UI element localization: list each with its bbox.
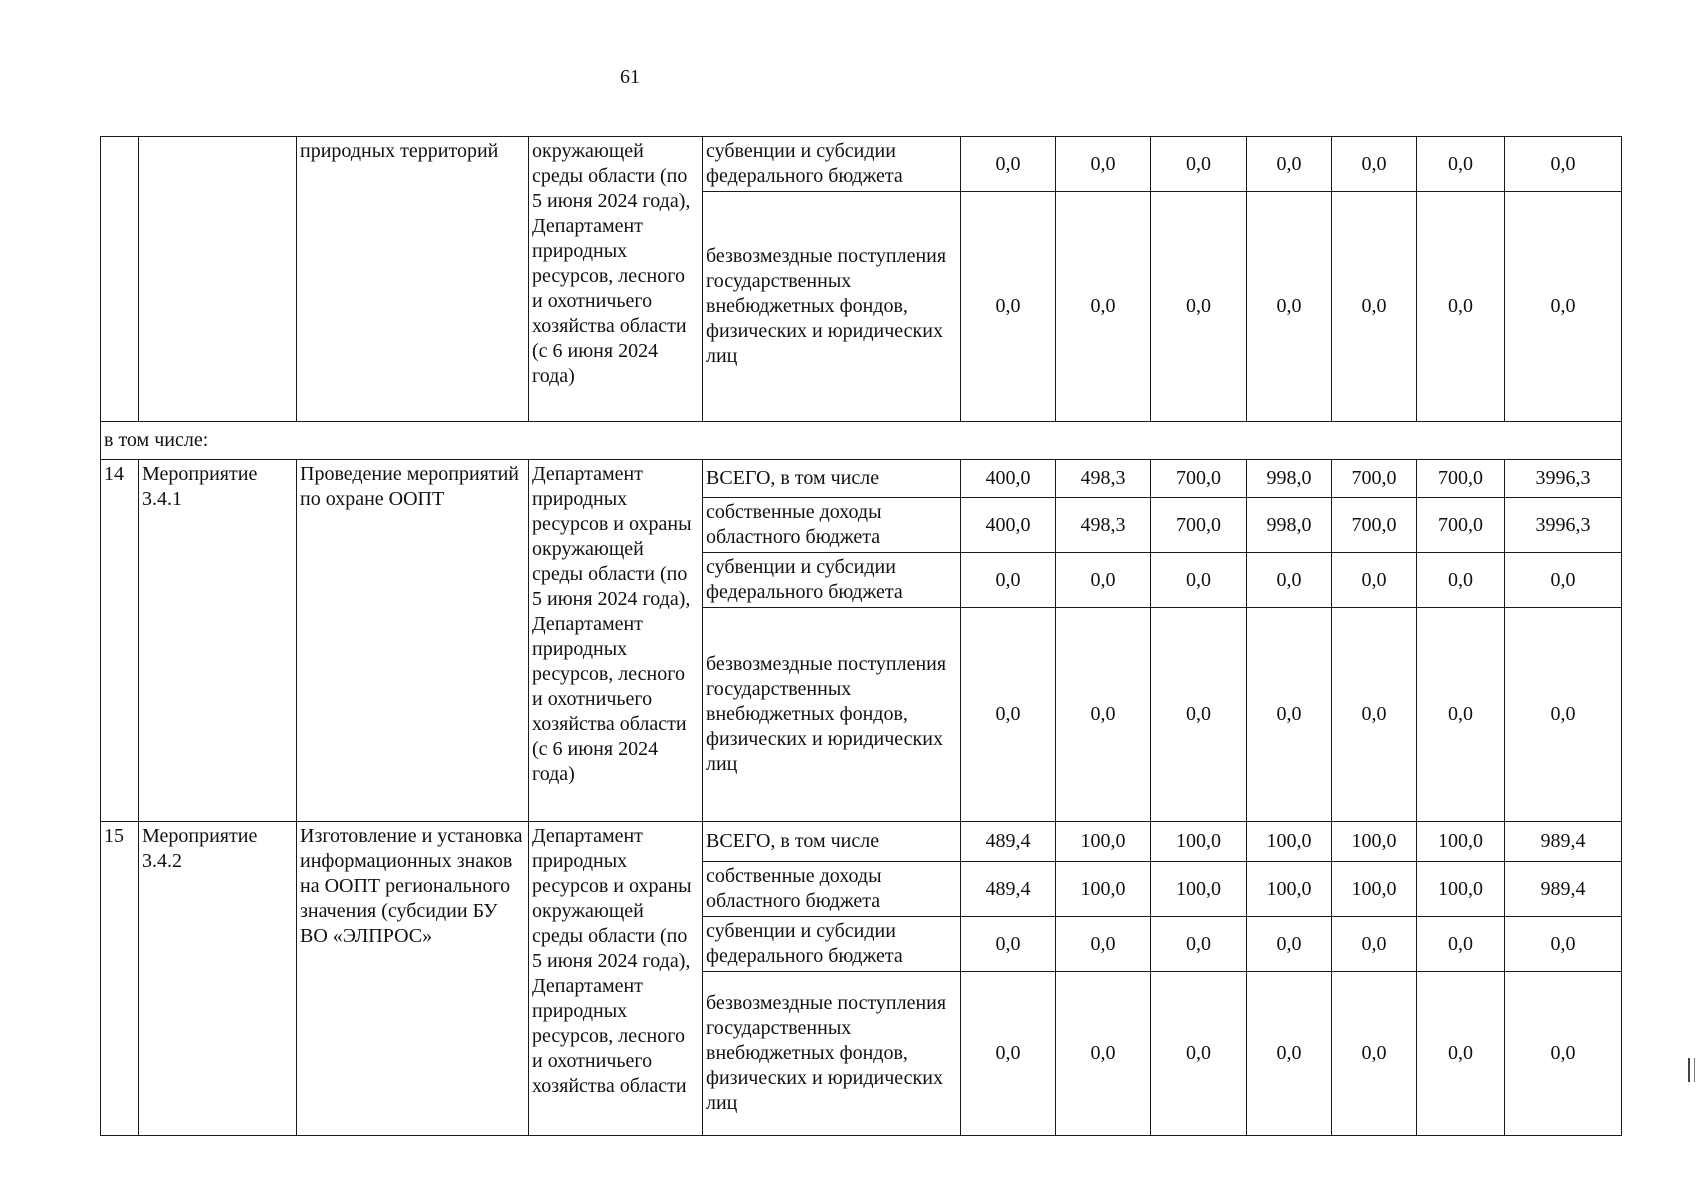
value-cell: 0,0	[1247, 608, 1332, 822]
value-cell: 498,3	[1056, 498, 1151, 553]
value-cell: 400,0	[961, 498, 1056, 553]
value-cell: 0,0	[1056, 553, 1151, 608]
value-cell: 0,0	[1505, 192, 1622, 422]
value-cell: 0,0	[1056, 137, 1151, 192]
value-cell: 0,0	[1417, 192, 1505, 422]
name-cell: природных территорий	[297, 137, 529, 422]
value-cell: 0,0	[1247, 137, 1332, 192]
value-cell: 100,0	[1056, 862, 1151, 917]
value-cell: 0,0	[1247, 192, 1332, 422]
value-cell: 0,0	[1332, 608, 1417, 822]
table-row	[101, 460, 1622, 498]
value-cell: 0,0	[1151, 192, 1247, 422]
value-cell: 700,0	[1151, 498, 1247, 553]
section-label: в том числе:	[101, 422, 1622, 460]
value-cell: 998,0	[1247, 498, 1332, 553]
source-cell: безвозмездные поступления государственных внебюджетных фондов, физических и юридических лиц	[703, 972, 961, 1136]
value-cell: 0,0	[961, 553, 1056, 608]
number-cell: 14	[101, 460, 139, 822]
source-cell: безвозмездные поступления государственных внебюджетных фондов, физических и юридических лиц	[703, 192, 961, 422]
value-cell: 400,0	[961, 460, 1056, 498]
value-cell: 0,0	[961, 917, 1056, 972]
value-cell: 0,0	[1417, 137, 1505, 192]
name-cell: Изготовление и установка информационных знаков на ООПТ регионального значения (субсидии БУ ВО «ЭЛПРОС»	[297, 822, 529, 1136]
value-cell: 0,0	[1505, 917, 1622, 972]
value-cell: 0,0	[1151, 553, 1247, 608]
value-cell: 0,0	[1417, 917, 1505, 972]
value-cell: 100,0	[1151, 862, 1247, 917]
value-cell: 700,0	[1417, 460, 1505, 498]
value-cell: 100,0	[1332, 862, 1417, 917]
type-cell: Мероприятие 3.4.2	[139, 822, 297, 1136]
value-cell: 700,0	[1417, 498, 1505, 553]
responsible-cell: окружающей среды области (по 5 июня 2024 года), Департамент природных ресурсов, лесного и охотничьего хозяйства области (с 6 июня 2024 года)	[529, 137, 703, 422]
value-cell: 0,0	[1247, 972, 1332, 1136]
value-cell: 0,0	[961, 972, 1056, 1136]
value-cell: 3996,3	[1505, 460, 1622, 498]
section-row	[101, 422, 1622, 460]
value-cell: 489,4	[961, 862, 1056, 917]
value-cell: 100,0	[1151, 822, 1247, 862]
value-cell: 0,0	[1505, 972, 1622, 1136]
value-cell: 100,0	[1417, 862, 1505, 917]
value-cell: 498,3	[1056, 460, 1151, 498]
value-cell: 0,0	[1505, 608, 1622, 822]
value-cell: 0,0	[1332, 137, 1417, 192]
number-cell: 15	[101, 822, 139, 1136]
value-cell: 700,0	[1332, 460, 1417, 498]
value-cell: 0,0	[1417, 553, 1505, 608]
scan-margin-mark	[1688, 1058, 1695, 1082]
responsible-cell: Департамент природных ресурсов и охраны окружающей среды области (по 5 июня 2024 года), Департамент природных ресурсов, лесного и охотничьего хозяйства области	[529, 822, 703, 1136]
number-cell	[101, 137, 139, 422]
value-cell: 0,0	[1151, 137, 1247, 192]
value-cell: 0,0	[1332, 192, 1417, 422]
source-cell: субвенции и субсидии федерального бюджета	[703, 553, 961, 608]
source-cell: безвозмездные поступления государственных внебюджетных фондов, физических и юридических лиц	[703, 608, 961, 822]
value-cell: 989,4	[1505, 822, 1622, 862]
value-cell: 0,0	[1056, 608, 1151, 822]
source-cell: ВСЕГО, в том числе	[703, 460, 961, 498]
value-cell: 0,0	[1056, 917, 1151, 972]
value-cell: 0,0	[1332, 917, 1417, 972]
value-cell: 0,0	[1332, 972, 1417, 1136]
value-cell: 0,0	[1151, 608, 1247, 822]
value-cell: 0,0	[1151, 972, 1247, 1136]
value-cell: 0,0	[1417, 972, 1505, 1136]
value-cell: 0,0	[1247, 917, 1332, 972]
source-cell: собственные доходы областного бюджета	[703, 862, 961, 917]
value-cell: 700,0	[1332, 498, 1417, 553]
table-row	[101, 137, 1622, 192]
budget-table	[100, 136, 1622, 1136]
value-cell: 0,0	[961, 608, 1056, 822]
type-cell: Мероприятие 3.4.1	[139, 460, 297, 822]
value-cell: 3996,3	[1505, 498, 1622, 553]
name-cell: Проведение мероприятий по охране ООПТ	[297, 460, 529, 822]
value-cell: 0,0	[1332, 553, 1417, 608]
value-cell: 0,0	[961, 137, 1056, 192]
value-cell: 100,0	[1247, 862, 1332, 917]
value-cell: 0,0	[1505, 137, 1622, 192]
value-cell: 100,0	[1417, 822, 1505, 862]
source-cell: ВСЕГО, в том числе	[703, 822, 961, 862]
value-cell: 100,0	[1332, 822, 1417, 862]
value-cell: 100,0	[1247, 822, 1332, 862]
source-cell: субвенции и субсидии федерального бюджета	[703, 137, 961, 192]
value-cell: 0,0	[1151, 917, 1247, 972]
value-cell: 0,0	[1056, 972, 1151, 1136]
page-number: 61	[620, 66, 640, 88]
source-cell: субвенции и субсидии федерального бюджета	[703, 917, 961, 972]
value-cell: 489,4	[961, 822, 1056, 862]
table-row	[101, 822, 1622, 862]
value-cell: 0,0	[1505, 553, 1622, 608]
value-cell: 0,0	[1056, 192, 1151, 422]
value-cell: 998,0	[1247, 460, 1332, 498]
value-cell: 989,4	[1505, 862, 1622, 917]
value-cell: 0,0	[1247, 553, 1332, 608]
value-cell: 100,0	[1056, 822, 1151, 862]
value-cell: 0,0	[961, 192, 1056, 422]
responsible-cell: Департамент природных ресурсов и охраны окружающей среды области (по 5 июня 2024 года), Департамент природных ресурсов, лесного и охотничьего хозяйства области (с 6 июня 2024 года)	[529, 460, 703, 822]
value-cell: 700,0	[1151, 460, 1247, 498]
value-cell: 0,0	[1417, 608, 1505, 822]
source-cell: собственные доходы областного бюджета	[703, 498, 961, 553]
type-cell	[139, 137, 297, 422]
